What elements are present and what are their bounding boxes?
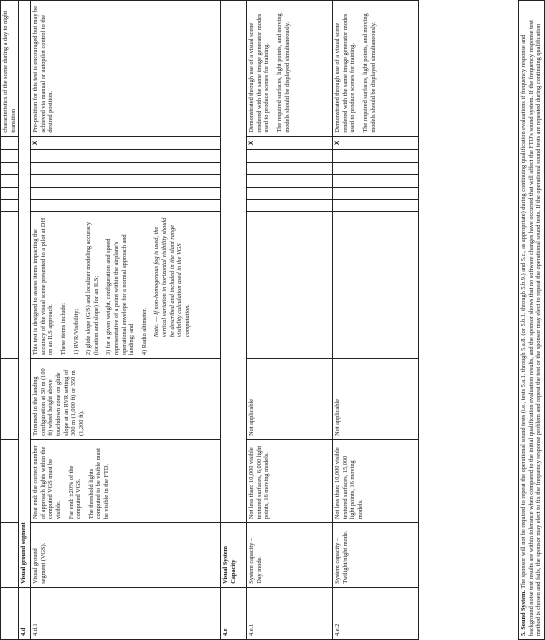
- sound-section-body: The sponsor will not be required to repeat the operational sound tests (i.e., tests 5.a.1. through 5.a.8. (or 5.b.1. through 5.b.9.) and 5.c., as appropriate) during continuing qualification evaluations if frequency response and background noise test results are within tolerance when compared to the initial qualification evaluation results, and the sponsor shows that no software changes have occurred that will affect the FTD's sound system. If the frequency response test method is chosen and fails, the sponsor may elect to fix the frequency response problem and repeat the test or the sponsor may elect to repeat the operational sound tests. If the operational sound tests are repeated during continuing qualification: [520, 20, 543, 636]
- flight-conditions: Trimmed in the landing configuration at 30 m (100 ft) wheel height above touchdown zone on glide slope at an RVR setting of 300 m (1,000 ft) or 350 m (1,200 ft).: [31, 359, 221, 440]
- test-details-cell: [31, 212, 221, 359]
- details-text: 1) RVR/Visibility;: [72, 308, 80, 356]
- table-row-4e2: [333, 1, 419, 640]
- test-title: System capacity – Day mode.: [247, 523, 333, 588]
- table-row-4d1: [31, 1, 221, 640]
- sound-section-title: 5. Sound System.: [520, 590, 527, 636]
- section-title: Visual System Capacity: [221, 523, 247, 588]
- details-text: This test is designed to assess items impacting the accuracy of the visual scene presented to a pilot at DH on an ILS approach.: [32, 218, 55, 356]
- tolerance-text: Not less than: 10,000 visible textured surfaces, 6,000 light points, 16 moving models.: [247, 439, 333, 522]
- test-title: Visual ground segment (VGS).: [31, 523, 221, 588]
- section-header-4d: [19, 1, 31, 640]
- test-number: 4.d.1: [31, 587, 221, 639]
- details-text: These items include:: [59, 302, 67, 356]
- remarks-cell: [247, 1, 333, 137]
- section-title: Visual ground segment: [19, 1, 31, 588]
- remarks-text: Demonstrated through use of a visual scene rendered with the same image generator modes used to produce scenes for training.: [334, 13, 357, 133]
- flight-conditions: Not applicable: [247, 359, 333, 440]
- note-text: Note. — If non-homogenous fog is used, the vertical variation in horizontal visibility should be described and included in the slant range visibility calculation used in the VGS computation.: [153, 217, 191, 338]
- continuation-text: characteristics of the scene during a day to night transition: [1, 1, 19, 137]
- tolerance-text: Far end: ±20% of the computed VGS.: [67, 465, 83, 520]
- tolerance-text: Not less than: 10,000 visible textured surfaces, 15,000 light points, 16 moving models.: [333, 439, 419, 522]
- details-text: 4) Radio altimeter.: [140, 308, 148, 356]
- test-title: System capacity – Twilight/night mode.: [333, 523, 419, 588]
- sound-system-section: [518, 0, 545, 640]
- continuation-row: [1, 1, 19, 640]
- test-number: 4.e.1: [247, 587, 333, 639]
- remarks-text: Pre-position for this test is encouraged but may be achieved via manual or autopilot control to the desired position.: [31, 1, 221, 137]
- details-text: 2) glide slope (G/S) and localizer modeling accuracy (location and slope) for an ILS;: [85, 222, 100, 356]
- section-number: 4.d: [19, 587, 31, 639]
- details-text: 3) for a given weight, configuration and speed representative of a point within the airplane's operational envelope for a normal approach and landing; and: [105, 234, 136, 356]
- test-number: 4.e.2: [333, 587, 419, 639]
- applicability-mark: X: [333, 136, 419, 150]
- applicability-mark: X: [247, 136, 333, 150]
- table-row-4e1: [247, 1, 333, 640]
- remarks-text: Demonstrated through use of a visual scene rendered with the same image generator modes used to produce scenes for training.: [248, 13, 271, 133]
- remarks-cell: [333, 1, 419, 137]
- tolerance-text: Near end: the correct number of approach lights within the computed VGS must be visible.: [32, 445, 62, 520]
- flight-conditions: Not applicable: [333, 359, 419, 440]
- section-header-4e: [221, 1, 247, 640]
- tolerance-text: The threshold lights computed to be visible must be visible in the FTD.: [87, 448, 110, 520]
- applicability-mark: X: [31, 136, 221, 150]
- tolerance-cell: [31, 439, 221, 522]
- remarks-text: The required surfaces, light points, and moving models should be displayed simultaneously.: [275, 13, 291, 133]
- remarks-text: The required surfaces, light points, and moving models should be displayed simultaneously.: [361, 13, 377, 133]
- section-number: 4.e: [221, 587, 247, 639]
